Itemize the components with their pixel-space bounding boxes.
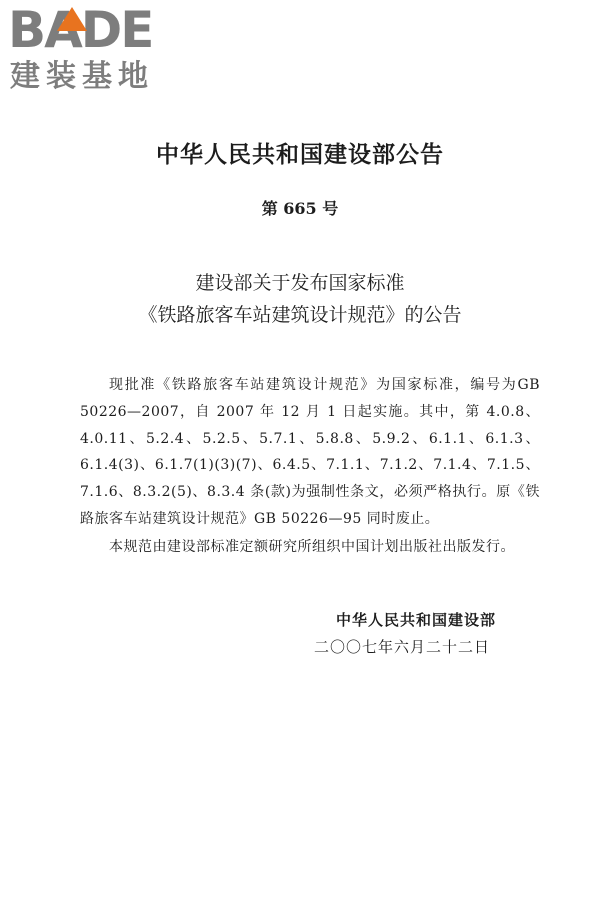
announcement-subtitle-line2: 《铁路旅客车站建筑设计规范》的公告 [138,304,462,326]
signature-organization: 中华人民共和国建设部 [335,611,496,629]
announcement-subtitle-line1: 建设部关于发布国家标准 [195,272,405,294]
body-paragraph-publisher: 本规范由建设部标准定额研究所组织中国计划出版社出版发行。 [109,539,515,555]
signature-date: 二〇〇七年六月二十二日 [313,638,490,656]
logo-triangle-icon [57,7,87,31]
bade-logo [6,1,176,96]
body-paragraph-approval: 现批准《铁路旅客车站建筑设计规范》为国家标准，编号为GB 50226—2007，自 2007 年 12 月 1 日起实施。其中，第 4.0.8、4.0.11、5.2.4、5.2.5、5.7.1、5.8.8、5.9.2、6.1.1、6.1.3、6.1.4(3)、6.1.7(1)(3)(7)、6.4.5、7.1.1、7.1.2、7.1.4、7.1.5、7.1.6、8.3.2(5)、8.3.4 条(款)为强制性条文，必须严格执行。原《铁路旅客车站建筑设计规范》GB 50226—95 同时废止。 [80,377,540,527]
logo-wordmark: BADE [8,1,153,59]
logo-chinese-name: 建装基地 [10,59,154,94]
announcement-number: 第 665 号 [261,199,339,218]
announcement-title: 中华人民共和国建设部公告 [156,141,444,168]
